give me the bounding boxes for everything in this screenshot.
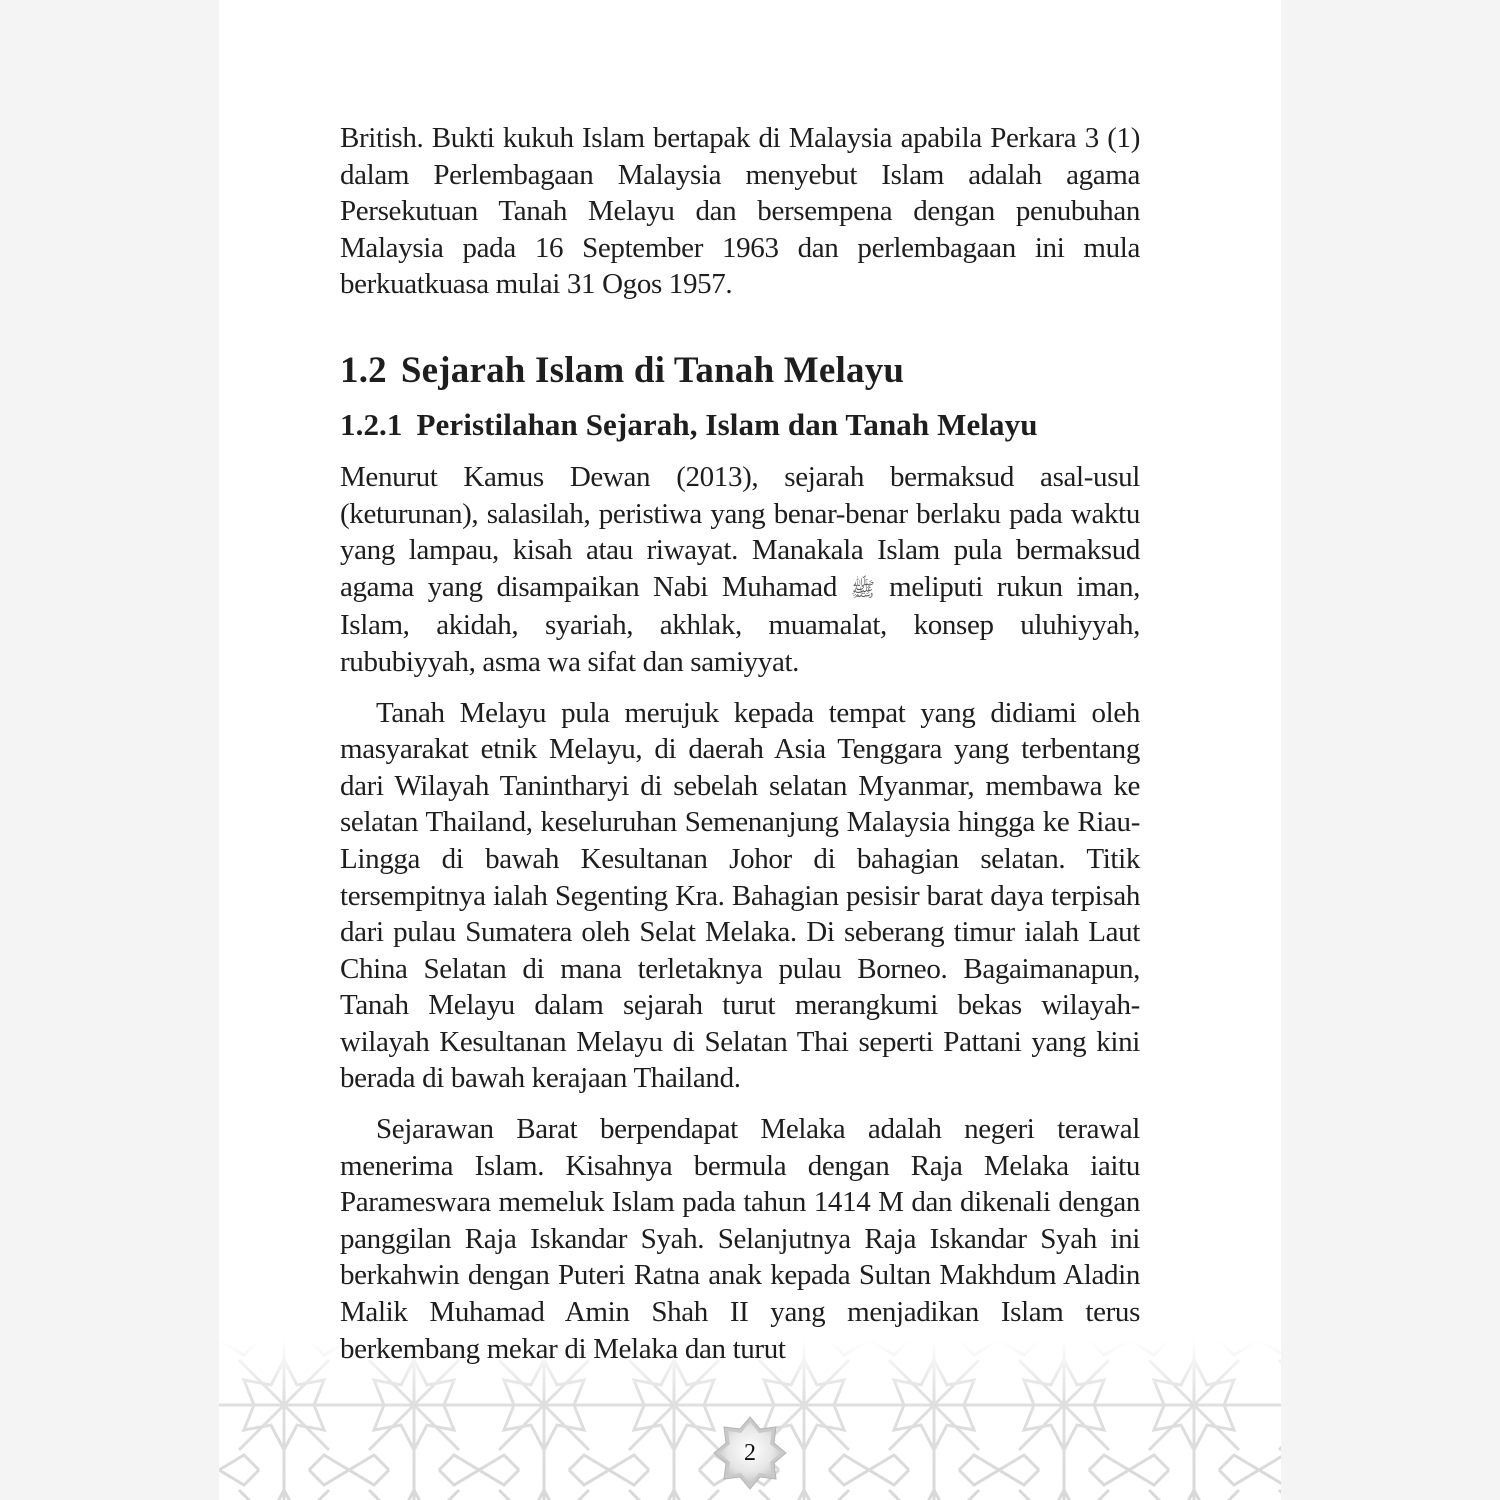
- subsection-heading: [340, 405, 1140, 445]
- page-content: [340, 120, 1140, 1367]
- paragraph-definition: [340, 459, 1140, 681]
- paragraph-melaka: Sejarawan Barat berpendapat Melaka adalah negeri terawal menerima Islam. Kisahnya bermula dengan Raja Melaka iaitu Parameswara memeluk Islam pada tahun 1414 M dan dikenali dengan panggilan Raja Iskandar Syah. Selanjutnya Raja Iskandar Syah ini berkahwin dengan Puteri Ratna anak kepada Sultan Makhdum Aladin Malik Muhamad Amin Shah II yang menjadikan Islam terus berkembang mekar di Melaka dan turut: [340, 1113, 1140, 1365]
- definition-text-before: Menurut Kamus Dewan (2013), sejarah bermaksud asal-usul (keturunan), salasilah, peristiwa yang benar-benar berlaku pada waktu yang lampau, kisah atau riwayat. Manakala Islam pula bermaksud agama yang disampaikan Nabi Muhamad: [340, 460, 1140, 603]
- paragraph-tanah-melayu: Tanah Melayu pula merujuk kepada tempat yang didiami oleh masyarakat etnik Melayu, di daerah Asia Tenggara yang terbentang dari Wilayah Tanintharyi di sebelah selatan Myanmar, membawa ke selatan Thailand, keseluruhan Semenanjung Malaysia hingga ke Riau-Lingga di bawah Kesultanan Johor di bahagian selatan. Titik tersempitnya ialah Segenting Kra. Bahagian pesisir barat daya terpisah dari pulau Sumatera oleh Selat Melaka. Di seberang timur ialah Laut China Selatan di mana terletaknya pulau Borneo. Bagaimanapun, Tanah Melayu dalam sejarah turut merangkumi bekas wilayah-wilayah Kesultanan Melayu di Selatan Thai seperti Pattani yang kini berada di bawah kerajaan Thailand.: [340, 696, 1140, 1095]
- honorific-symbol: ﷺ: [850, 576, 875, 601]
- section-heading: [340, 349, 1140, 393]
- subsection-title: Peristilahan Sejarah, Islam dan Tanah Melayu: [416, 406, 1038, 442]
- section-number: 1.2: [340, 349, 387, 391]
- subsection-number: 1.2.1: [340, 406, 403, 442]
- paragraph-intro: British. Bukti kukuh Islam bertapak di Malaysia apabila Perkara 3 (1) dalam Perlembagaan Malaysia menyebut Islam adalah agama Persekutuan Tanah Melayu dan bersempena dengan penubuhan Malaysia pada 16 September 1963 dan perlembagaan ini mula berkuatkuasa mulai 31 Ogos 1957.: [340, 122, 1140, 301]
- book-page: [219, 0, 1281, 1500]
- page-number: 2: [744, 1439, 756, 1466]
- section-title: Sejarah Islam di Tanah Melayu: [400, 349, 905, 391]
- definition-text-after: meliputi rukun iman, Islam, akidah, syariah, akhlak, muamalat, konsep uluhiyyah, rububiyyah, asma wa sifat dan samiyyat.: [340, 570, 1140, 678]
- page-number-badge: [712, 1415, 788, 1491]
